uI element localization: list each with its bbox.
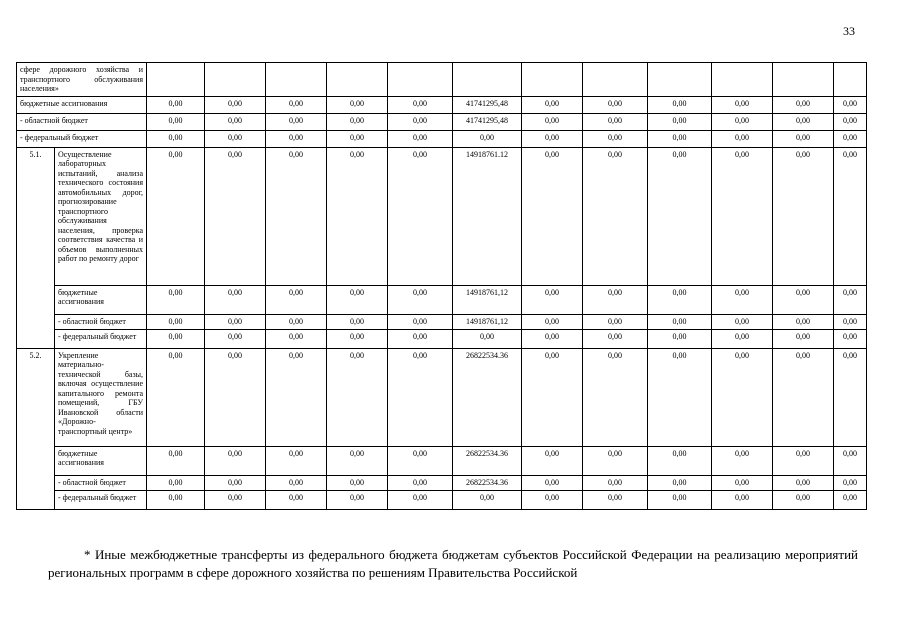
- value-cell: 0,00: [583, 475, 648, 490]
- value-cell: 0,00: [388, 475, 453, 490]
- value-cell: 0,00: [712, 113, 773, 130]
- value-cell: 0,00: [388, 329, 453, 348]
- value-cell: 0,00: [327, 446, 388, 475]
- value-cell: 0,00: [205, 348, 266, 446]
- table-body: [17, 63, 867, 510]
- value-cell: 0,00: [712, 490, 773, 509]
- value-cell: 0,00: [522, 446, 583, 475]
- value-cell: 0,00: [453, 329, 522, 348]
- value-cell: 0,00: [266, 329, 327, 348]
- value-cell: 0,00: [147, 113, 205, 130]
- value-cell: [147, 63, 205, 97]
- value-cell: 0,00: [205, 475, 266, 490]
- value-cell: 0,00: [522, 285, 583, 314]
- value-cell: 0,00: [583, 285, 648, 314]
- value-cell: 0,00: [147, 475, 205, 490]
- value-cell: 0,00: [834, 348, 867, 446]
- row-name: Укрепление материально-технической базы, включая осуществление капитального ремонта помещений, ГБУ Ивановской области «Дорожно-транспортный центр»: [55, 348, 147, 446]
- value-cell: 0,00: [834, 446, 867, 475]
- value-cell: 0,00: [205, 130, 266, 147]
- value-cell: 0,00: [648, 285, 712, 314]
- value-cell: 0,00: [773, 285, 834, 314]
- value-cell: 0,00: [327, 147, 388, 285]
- value-cell: 0,00: [327, 490, 388, 509]
- value-cell: 0,00: [388, 96, 453, 113]
- value-cell: 0,00: [327, 329, 388, 348]
- table-row: [17, 130, 867, 147]
- value-cell: 0,00: [147, 314, 205, 329]
- value-cell: 0,00: [834, 475, 867, 490]
- value-cell: [453, 63, 522, 97]
- row-name: - областной бюджет: [55, 475, 147, 490]
- value-cell: 0,00: [712, 147, 773, 285]
- value-cell: 0,00: [648, 348, 712, 446]
- row-number: 5.1.: [17, 147, 55, 348]
- value-cell: 0,00: [712, 285, 773, 314]
- value-cell: 0,00: [648, 130, 712, 147]
- table-row: [17, 475, 867, 490]
- value-cell: [773, 63, 834, 97]
- value-cell: 0,00: [205, 490, 266, 509]
- value-cell: 0,00: [773, 113, 834, 130]
- value-cell: 0,00: [712, 348, 773, 446]
- value-cell: 14918761,12: [453, 314, 522, 329]
- value-cell: 0,00: [522, 147, 583, 285]
- value-cell: [648, 63, 712, 97]
- value-cell: [583, 63, 648, 97]
- value-cell: 0,00: [834, 96, 867, 113]
- value-cell: 0,00: [648, 113, 712, 130]
- value-cell: 0,00: [147, 147, 205, 285]
- value-cell: 0,00: [327, 348, 388, 446]
- value-cell: 0,00: [522, 130, 583, 147]
- value-cell: 0,00: [583, 329, 648, 348]
- value-cell: 0,00: [522, 96, 583, 113]
- value-cell: 0,00: [453, 130, 522, 147]
- value-cell: 0,00: [773, 490, 834, 509]
- value-cell: 0,00: [773, 348, 834, 446]
- value-cell: 0,00: [583, 96, 648, 113]
- value-cell: 0,00: [205, 314, 266, 329]
- value-cell: 0,00: [522, 490, 583, 509]
- value-cell: 0,00: [522, 475, 583, 490]
- value-cell: [522, 63, 583, 97]
- value-cell: 0,00: [327, 113, 388, 130]
- value-cell: 0,00: [522, 348, 583, 446]
- value-cell: 0,00: [834, 113, 867, 130]
- value-cell: [712, 63, 773, 97]
- value-cell: 0,00: [205, 285, 266, 314]
- table-row: [17, 147, 867, 285]
- value-cell: 0,00: [388, 348, 453, 446]
- value-cell: 26822534.36: [453, 348, 522, 446]
- value-cell: 0,00: [205, 446, 266, 475]
- table-row: [17, 63, 867, 97]
- value-cell: [834, 63, 867, 97]
- value-cell: 0,00: [834, 490, 867, 509]
- value-cell: 0,00: [388, 113, 453, 130]
- value-cell: 0,00: [147, 329, 205, 348]
- value-cell: 0,00: [712, 130, 773, 147]
- value-cell: 0,00: [583, 446, 648, 475]
- table-row: [17, 446, 867, 475]
- value-cell: 0,00: [266, 147, 327, 285]
- value-cell: 0,00: [327, 475, 388, 490]
- table-row: [17, 96, 867, 113]
- value-cell: 0,00: [266, 490, 327, 509]
- value-cell: 0,00: [648, 475, 712, 490]
- table-row: [17, 285, 867, 314]
- value-cell: 0,00: [834, 314, 867, 329]
- value-cell: 0,00: [773, 147, 834, 285]
- value-cell: 0,00: [712, 329, 773, 348]
- value-cell: 0,00: [522, 314, 583, 329]
- value-cell: 0,00: [266, 130, 327, 147]
- value-cell: 0,00: [266, 285, 327, 314]
- value-cell: 0,00: [327, 96, 388, 113]
- value-cell: 0,00: [205, 147, 266, 285]
- value-cell: 0,00: [147, 490, 205, 509]
- value-cell: 0,00: [583, 147, 648, 285]
- value-cell: 0,00: [266, 446, 327, 475]
- value-cell: 0,00: [388, 130, 453, 147]
- value-cell: 0,00: [266, 475, 327, 490]
- value-cell: 0,00: [327, 314, 388, 329]
- value-cell: [388, 63, 453, 97]
- value-cell: 0,00: [266, 314, 327, 329]
- value-cell: 0,00: [773, 329, 834, 348]
- value-cell: 0,00: [388, 490, 453, 509]
- value-cell: 0,00: [147, 96, 205, 113]
- value-cell: 0,00: [388, 446, 453, 475]
- value-cell: 26822534.36: [453, 446, 522, 475]
- row-name: Осуществление лабораторных испытаний, анализа технического состояния автомобильных дорог, прогнозирование транспортного обслуживания населения, проверка соответствия качества и объемов выполненных работ по ремонту дорог: [55, 147, 147, 285]
- table-row: [17, 329, 867, 348]
- page-number: 33: [843, 24, 855, 38]
- value-cell: 0,00: [834, 329, 867, 348]
- table-row: [17, 314, 867, 329]
- table-row: [17, 348, 867, 446]
- value-cell: 0,00: [773, 96, 834, 113]
- value-cell: 0,00: [583, 130, 648, 147]
- value-cell: 14918761.12: [453, 147, 522, 285]
- value-cell: 0,00: [388, 285, 453, 314]
- value-cell: 0,00: [583, 314, 648, 329]
- value-cell: 0,00: [834, 285, 867, 314]
- value-cell: 0,00: [327, 285, 388, 314]
- value-cell: 0,00: [648, 329, 712, 348]
- value-cell: 0,00: [648, 96, 712, 113]
- value-cell: 41741295,48: [453, 96, 522, 113]
- value-cell: 0,00: [834, 147, 867, 285]
- value-cell: 0,00: [388, 314, 453, 329]
- row-name: бюджетные ассигнования: [55, 285, 147, 314]
- value-cell: 41741295,48: [453, 113, 522, 130]
- value-cell: 0,00: [712, 314, 773, 329]
- table-row: [17, 490, 867, 509]
- value-cell: 0,00: [648, 446, 712, 475]
- budget-table: [16, 62, 867, 510]
- value-cell: 0,00: [453, 490, 522, 509]
- table-row: [17, 113, 867, 130]
- value-cell: 0,00: [583, 348, 648, 446]
- value-cell: 0,00: [834, 130, 867, 147]
- value-cell: 0,00: [205, 329, 266, 348]
- value-cell: 0,00: [773, 446, 834, 475]
- value-cell: 0,00: [147, 130, 205, 147]
- row-name: - областной бюджет: [55, 314, 147, 329]
- value-cell: 0,00: [648, 490, 712, 509]
- value-cell: 0,00: [712, 96, 773, 113]
- value-cell: [205, 63, 266, 97]
- value-cell: 14918761,12: [453, 285, 522, 314]
- row-name: - федеральный бюджет: [55, 490, 147, 509]
- row-name: сфере дорожного хозяйства и транспортного обслуживания населения»: [17, 63, 147, 97]
- value-cell: 0,00: [712, 475, 773, 490]
- value-cell: 0,00: [205, 96, 266, 113]
- row-name: - областной бюджет: [17, 113, 147, 130]
- row-name: - федеральный бюджет: [55, 329, 147, 348]
- value-cell: 0,00: [773, 130, 834, 147]
- row-name: - федеральный бюджет: [17, 130, 147, 147]
- row-number: 5.2.: [17, 348, 55, 509]
- value-cell: 0,00: [266, 113, 327, 130]
- value-cell: 26822534.36: [453, 475, 522, 490]
- value-cell: 0,00: [712, 446, 773, 475]
- value-cell: 0,00: [327, 130, 388, 147]
- value-cell: 0,00: [522, 113, 583, 130]
- footnote-text: * Иные межбюджетные трансферты из федерального бюджета бюджетам субъектов Российской Федерации на реализацию мероприятий региональных программ в сфере дорожного хозяйства по решениям Правительства Российской: [48, 547, 858, 580]
- row-name: бюджетные ассигнования: [17, 96, 147, 113]
- value-cell: 0,00: [583, 113, 648, 130]
- value-cell: 0,00: [648, 147, 712, 285]
- value-cell: 0,00: [147, 446, 205, 475]
- value-cell: 0,00: [388, 147, 453, 285]
- value-cell: 0,00: [266, 348, 327, 446]
- row-name: бюджетные ассигнования: [55, 446, 147, 475]
- value-cell: 0,00: [522, 329, 583, 348]
- value-cell: 0,00: [205, 113, 266, 130]
- value-cell: 0,00: [147, 285, 205, 314]
- value-cell: 0,00: [583, 490, 648, 509]
- value-cell: 0,00: [773, 475, 834, 490]
- value-cell: 0,00: [648, 314, 712, 329]
- value-cell: 0,00: [147, 348, 205, 446]
- value-cell: 0,00: [266, 96, 327, 113]
- value-cell: [327, 63, 388, 97]
- value-cell: [266, 63, 327, 97]
- value-cell: 0,00: [773, 314, 834, 329]
